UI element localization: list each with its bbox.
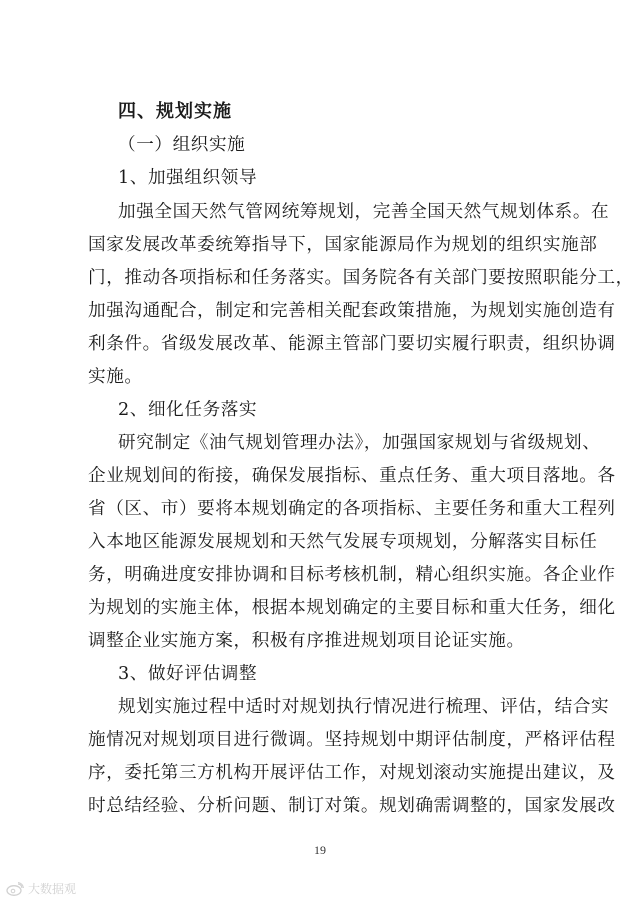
paragraph-line: 实施。 [88, 367, 143, 387]
paragraph-line: 施情况对规划项目进行微调。坚持规划中期评估制度，严格评估程 [88, 730, 616, 750]
watermark [6, 880, 76, 897]
page-number: 19 [314, 843, 326, 857]
weibo-icon [6, 882, 24, 896]
paragraph-line: 加强沟通配合，制定和完善相关配套政策措施，为规划实施创造有 [88, 301, 616, 321]
paragraph-line: 利条件。省级发展改革、能源主管部门要切实履行职责，组织协调 [88, 334, 616, 354]
subsection-title-1: 1、加强组织领导 [118, 168, 258, 188]
paragraph-line: 企业规划间的衔接，确保发展指标、重点任务、重大项目落地。各 [88, 466, 616, 486]
paragraph-line: 时总结经验、分析问题、制订对策。规划确需调整的，国家发展改 [88, 796, 616, 816]
paragraph-line: 门，推动各项指标和任务落实。国务院各有关部门要按照职能分工， [88, 268, 634, 288]
paragraph-line: 加强全国天然气管网统筹规划，完善全国天然气规划体系。在 [118, 202, 610, 222]
paragraph-line: 入本地区能源发展规划和天然气发展专项规划，分解落实目标任 [88, 532, 598, 552]
paragraph-line: 国家发展改革委统筹指导下，国家能源局作为规划的组织实施部 [88, 235, 598, 255]
paragraph-line: 务，明确进度安排协调和目标考核机制，精心组织实施。各企业作 [88, 565, 616, 585]
paragraph-line: 序，委托第三方机构开展评估工作，对规划滚动实施提出建议，及 [88, 763, 616, 783]
chapter-heading: 四、规划实施 [118, 101, 232, 122]
paragraph-line: 为规划的实施主体，根据本规划确定的主要目标和重大任务，细化 [88, 598, 616, 618]
watermark-text: 大数据观 [28, 882, 77, 896]
paragraph-line: 省（区、市）要将本规划确定的各项指标、主要任务和重大工程列 [88, 499, 616, 519]
paragraph-line: 调整企业实施方案，积极有序推进规划项目论证实施。 [88, 631, 525, 651]
paragraph-line: 研究制定《油气规划管理办法》，加强国家规划与省级规划、 [118, 433, 601, 453]
subsection-title-2: 2、细化任务落实 [118, 400, 258, 420]
subsection-title-3: 3、做好评估调整 [118, 664, 258, 684]
section-heading: （一）组织实施 [118, 135, 246, 155]
paragraph-line: 规划实施过程中适时对规划执行情况进行梳理、评估，结合实 [118, 697, 610, 717]
